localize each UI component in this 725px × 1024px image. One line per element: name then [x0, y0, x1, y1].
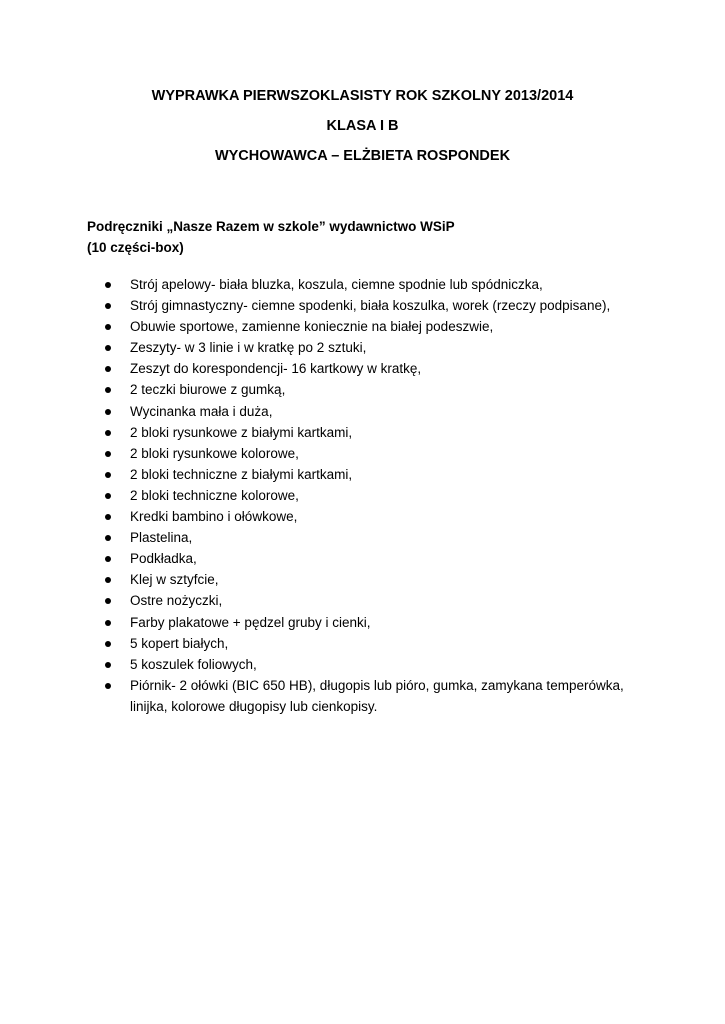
document-header: [0, 88, 725, 165]
list-item: [105, 527, 645, 548]
bullet-icon: [105, 535, 111, 541]
list-item: [105, 401, 645, 422]
bullet-icon: [105, 430, 111, 436]
list-item: [105, 548, 645, 569]
list-item-text: Plastelina,: [130, 530, 193, 546]
bullet-icon: [105, 366, 111, 372]
list-item: [105, 295, 645, 316]
bullet-icon: [105, 514, 111, 520]
list-item: [105, 675, 645, 717]
list-item: [105, 422, 645, 443]
list-item-text: 5 koszulek foliowych,: [130, 656, 257, 672]
list-item-text: Zeszyt do korespondencji- 16 kartkowy w kratkę,: [130, 361, 422, 377]
list-item-text: 2 bloki techniczne kolorowe,: [130, 487, 299, 503]
bullet-icon: [105, 324, 111, 330]
bullet-icon: [105, 409, 111, 415]
list-item-text: Klej w sztyfcie,: [130, 572, 219, 588]
bullet-icon: [105, 683, 111, 689]
list-item: [105, 612, 645, 633]
list-item-text: Strój gimnastyczny- ciemne spodenki, biała koszulka, worek (rzeczy podpisane),: [130, 298, 611, 314]
list-item-text: Podkładka,: [130, 551, 197, 567]
list-item-text: 2 teczki biurowe z gumką,: [130, 382, 286, 398]
list-item-text: Wycinanka mała i duża,: [130, 403, 273, 419]
list-item: [105, 485, 645, 506]
list-item: [105, 274, 645, 295]
textbooks-title: Podręczniki „Nasze Razem w szkole” wydawnictwo WSiP: [87, 219, 455, 234]
list-item: [105, 506, 645, 527]
list-item: [105, 464, 645, 485]
list-item-text: 2 bloki rysunkowe kolorowe,: [130, 445, 299, 461]
list-item: [105, 316, 645, 337]
list-item-text: Obuwie sportowe, zamienne koniecznie na białej podeszwie,: [130, 319, 494, 335]
teacher-name: WYCHOWAWCA – ELŻBIETA ROSPONDEK: [214, 148, 511, 164]
bullet-icon: [105, 303, 111, 309]
list-item-text: 5 kopert białych,: [130, 635, 229, 651]
list-item-text: Farby plakatowe + pędzel gruby i cienki,: [130, 614, 371, 630]
list-item: [105, 590, 645, 611]
list-item-text: Ostre nożyczki,: [130, 593, 223, 609]
bullet-icon: [105, 556, 111, 562]
list-item-text: 2 bloki rysunkowe z białymi kartkami,: [130, 424, 353, 440]
document-title: WYPRAWKA PIERWSZOKLASISTY ROK SZKOLNY 2013/2014: [151, 88, 574, 104]
list-item-text: Kredki bambino i ołówkowe,: [130, 509, 298, 525]
bullet-icon: [105, 493, 111, 499]
list-item: [105, 379, 645, 400]
bullet-icon: [105, 472, 111, 478]
bullet-icon: [105, 345, 111, 351]
textbooks-subtitle: (10 części-box): [87, 240, 184, 255]
list-item: [105, 337, 645, 358]
list-item-text: Zeszyty- w 3 linie i w kratkę po 2 sztuki,: [130, 340, 367, 356]
list-item-text: 2 bloki techniczne z białymi kartkami,: [130, 466, 353, 482]
textbooks-section: [87, 216, 455, 258]
bullet-icon: [105, 598, 111, 604]
list-item: [105, 654, 645, 675]
class-name: KLASA I B: [326, 118, 399, 134]
list-item: [105, 443, 645, 464]
bullet-icon: [105, 620, 111, 626]
bullet-icon: [105, 641, 111, 647]
list-item: [105, 633, 645, 654]
bullet-icon: [105, 451, 111, 457]
list-item-text: Strój apelowy- biała bluzka, koszula, ciemne spodnie lub spódniczka,: [130, 277, 543, 292]
bullet-icon: [105, 577, 111, 583]
bullet-icon: [105, 662, 111, 668]
bullet-icon: [105, 387, 111, 393]
list-item: [105, 358, 645, 379]
list-item-text: Piórnik- 2 ołówki (BIC 650 HB), długopis lub pióro, gumka, zamykana temperówka, linijka, kolorowe długopisy lub cienkopisy.: [130, 677, 624, 714]
supplies-list: [105, 274, 645, 717]
bullet-icon: [105, 282, 111, 288]
list-item: [105, 569, 645, 590]
